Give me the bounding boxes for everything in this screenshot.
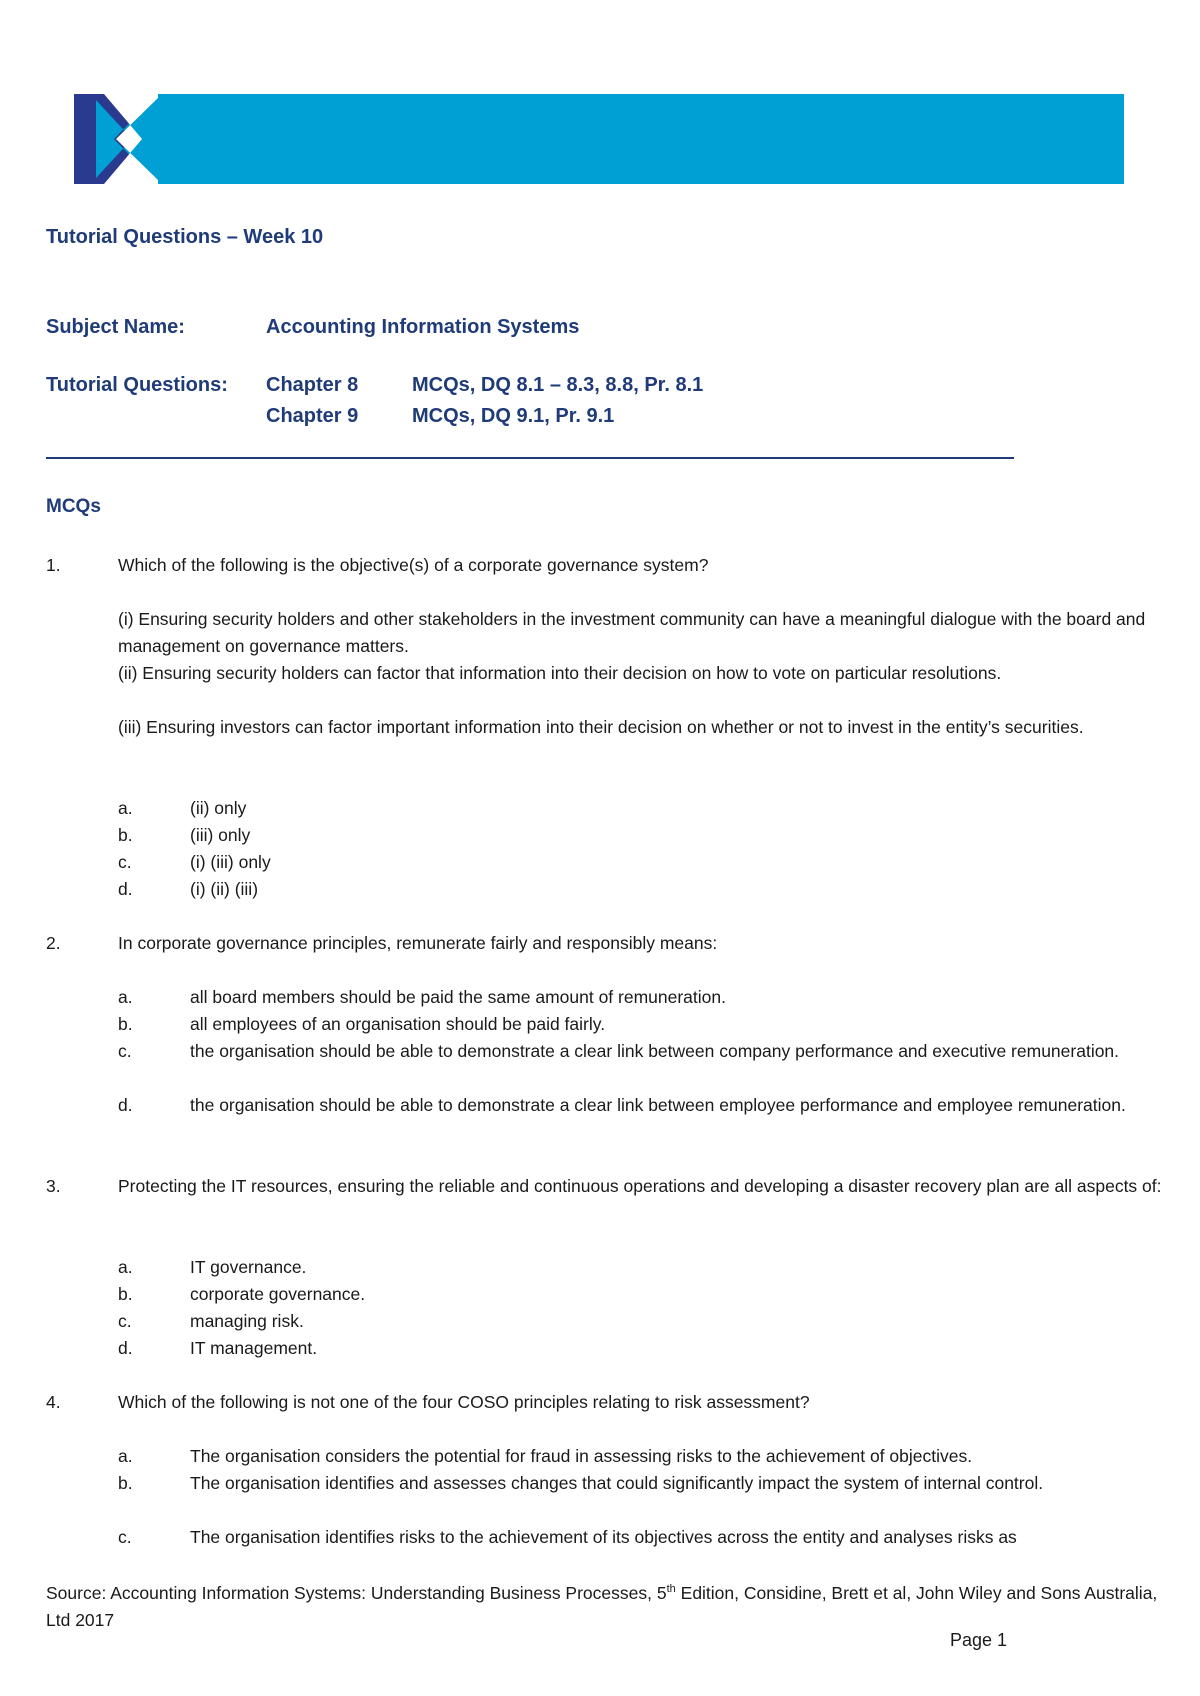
- option-letter: b.: [118, 1473, 133, 1493]
- banner-bar: [158, 94, 1124, 184]
- option-letter: a.: [118, 987, 133, 1007]
- option-letter: c.: [118, 852, 132, 872]
- option-text: The organisation identifies and assesses changes that could significantly impact the system of internal control.: [190, 1473, 1044, 1493]
- option-text: (i) (iii) only: [190, 852, 271, 872]
- option-text: corporate governance.: [190, 1284, 366, 1304]
- option-text: The organisation considers the potential for fraud in assessing risks to the achievement of objectives.: [190, 1446, 973, 1466]
- section-title: MCQs: [46, 496, 101, 517]
- option-letter: d.: [118, 1095, 133, 1115]
- option-letter: c.: [118, 1311, 132, 1331]
- option-text: all employees of an organisation should be paid fairly.: [190, 1014, 606, 1034]
- statement-ii: (ii) Ensuring security holders can factor that information into their decision on how to vote on particular resolutions.: [118, 663, 1002, 683]
- tutorial-questions-label: Tutorial Questions:: [46, 374, 228, 396]
- document-title: Tutorial Questions – Week 10: [46, 226, 324, 248]
- option-letter: a.: [118, 1446, 133, 1466]
- option-text: (ii) only: [190, 798, 247, 818]
- question-text: Protecting the IT resources, ensuring the reliable and continuous operations and developing a disaster recovery plan are all aspects of:: [118, 1176, 1162, 1196]
- divider: [46, 457, 1014, 459]
- statement-iii: (iii) Ensuring investors can factor important information into their decision on whether or not to invest in the entity’s securities.: [118, 717, 1084, 737]
- header-banner: [74, 94, 1124, 184]
- k-logo-icon: [74, 94, 158, 184]
- option-letter: a.: [118, 798, 133, 818]
- source-text: Source: Accounting Information Systems: Understanding Business Processes, 5: [46, 1582, 667, 1603]
- question-text: In corporate governance principles, remunerate fairly and responsibly means:: [118, 933, 718, 953]
- chapter-label: Chapter 8: [266, 374, 359, 396]
- option-text: IT management.: [190, 1338, 318, 1358]
- option-letter: d.: [118, 879, 133, 899]
- option-letter: c.: [118, 1041, 132, 1061]
- option-letter: d.: [118, 1338, 133, 1358]
- option-text: the organisation should be able to demonstrate a clear link between employee performance and employee remuneration.: [190, 1095, 1126, 1115]
- option-letter: a.: [118, 1257, 133, 1277]
- question-number: 2.: [46, 933, 61, 953]
- option-text: (iii) only: [190, 825, 251, 845]
- option-letter: b.: [118, 1284, 133, 1304]
- chapter-label: Chapter 9: [266, 405, 359, 427]
- subject-label: Subject Name:: [46, 316, 185, 338]
- statement-i: (i) Ensuring security holders and other stakeholders in the investment community can have a meaningful dialogue with the board and management on governance matters.: [118, 609, 1146, 656]
- option-letter: c.: [118, 1527, 132, 1547]
- option-text: the organisation should be able to demonstrate a clear link between company performance and executive remuneration.: [190, 1041, 1120, 1061]
- option-letter: b.: [118, 825, 133, 845]
- option-letter: b.: [118, 1014, 133, 1034]
- option-text: The organisation identifies risks to the achievement of its objectives across the entity and analyses risks as: [190, 1527, 1017, 1547]
- source-superscript: th: [666, 1583, 676, 1595]
- option-text: all board members should be paid the same amount of remuneration.: [190, 987, 726, 1007]
- question-number: 4.: [46, 1392, 61, 1412]
- question-number: 3.: [46, 1176, 61, 1196]
- page-number: Page 1: [950, 1630, 1008, 1650]
- question-text: Which of the following is the objective(s) of a corporate governance system?: [118, 555, 709, 575]
- option-text: IT governance.: [190, 1257, 307, 1277]
- source-text-cont: Edition, Considine, Brett et al, John Wiley and Sons Australia, Ltd 2017: [46, 1582, 1158, 1630]
- question-text: Which of the following is not one of the four COSO principles relating to risk assessment?: [118, 1392, 810, 1412]
- chapter-items: MCQs, DQ 8.1 – 8.3, 8.8, Pr. 8.1: [412, 374, 704, 396]
- option-text: managing risk.: [190, 1311, 304, 1331]
- option-text: (i) (ii) (iii): [190, 879, 259, 899]
- question-number: 1.: [46, 555, 61, 575]
- option-row: [118, 1524, 1200, 1551]
- subject-value: Accounting Information Systems: [266, 316, 580, 338]
- source-footer: [46, 1576, 1166, 1634]
- chapter-items: MCQs, DQ 9.1, Pr. 9.1: [412, 405, 615, 427]
